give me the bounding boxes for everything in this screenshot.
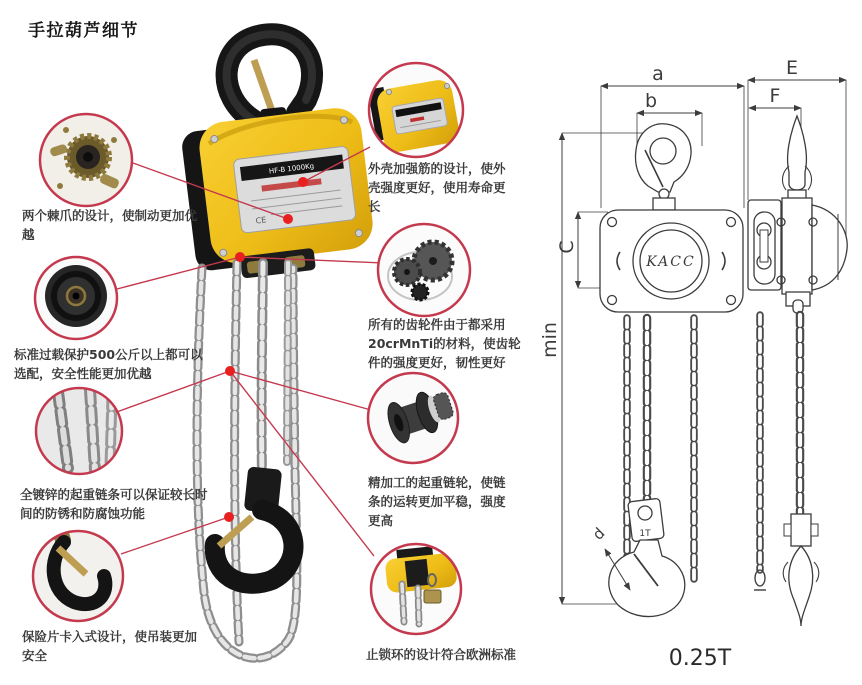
caption-gear-material: 所有的齿轮件由于都采用20crMnTi的材料，使齿轮件的强度更好，韧性更好 [368, 317, 521, 370]
callout-pawl-brake-image [40, 114, 132, 206]
hand-chain [197, 268, 297, 658]
callout-overload-protection-image [35, 257, 117, 339]
caption-safety-latch: 保险片卡入式设计，使吊装更加安全 [22, 629, 198, 663]
callout-load-sprocket-image [368, 373, 458, 463]
callout-safety-latch-image [33, 528, 123, 621]
capacity-label: 0.25T [668, 646, 732, 671]
caption-overload-protection: 标准过载保护500公斤以上都可以选配，安全性能更加优越 [14, 347, 203, 381]
dim-d-label: d [588, 524, 609, 544]
top-hook-latch [254, 60, 273, 114]
ce-mark: CE [255, 215, 267, 226]
dim-b-label: b [644, 90, 658, 112]
callout-stop-lock-ring-image [371, 544, 461, 634]
caption-pawl-brake: 两个棘爪的设计，使制动更加优越 [22, 208, 198, 242]
drawing-side-view [748, 80, 847, 626]
nameplate-model: HF-B 1000Kg [268, 162, 315, 176]
dim-min-label: min [539, 322, 561, 358]
dim-e-label: E [785, 57, 799, 79]
nameplate [233, 146, 356, 233]
hook-capacity-mark: 1T [639, 529, 651, 539]
caption-galvanized-chain: 全镀锌的起重链条可以保证较长时间的防锈和防腐蚀功能 [20, 487, 208, 521]
bottom-hook [215, 466, 294, 583]
dim-a-label: a [652, 63, 664, 85]
caption-stop-lock-ring: 止锁环的设计符合欧洲标准 [366, 647, 517, 662]
hoist-housing [180, 105, 378, 284]
caption-shell-ribs: 外壳加强筋的设计，使外壳强度更好，使用寿命更长 [368, 161, 506, 214]
callout-galvanized-chain-image [36, 388, 122, 474]
caption-load-sprocket: 精加工的起重链轮，使链条的运转更加平稳，强度更高 [368, 475, 506, 528]
page-title: 手拉葫芦细节 [28, 21, 139, 41]
callout-shell-ribs-image [368, 63, 463, 157]
dim-f-label: F [769, 85, 781, 107]
drawing-logo: KACC [646, 254, 696, 270]
drawing-front-view [562, 86, 744, 617]
dim-c-label: C [556, 240, 578, 254]
callout-gear-material-image [378, 224, 470, 316]
